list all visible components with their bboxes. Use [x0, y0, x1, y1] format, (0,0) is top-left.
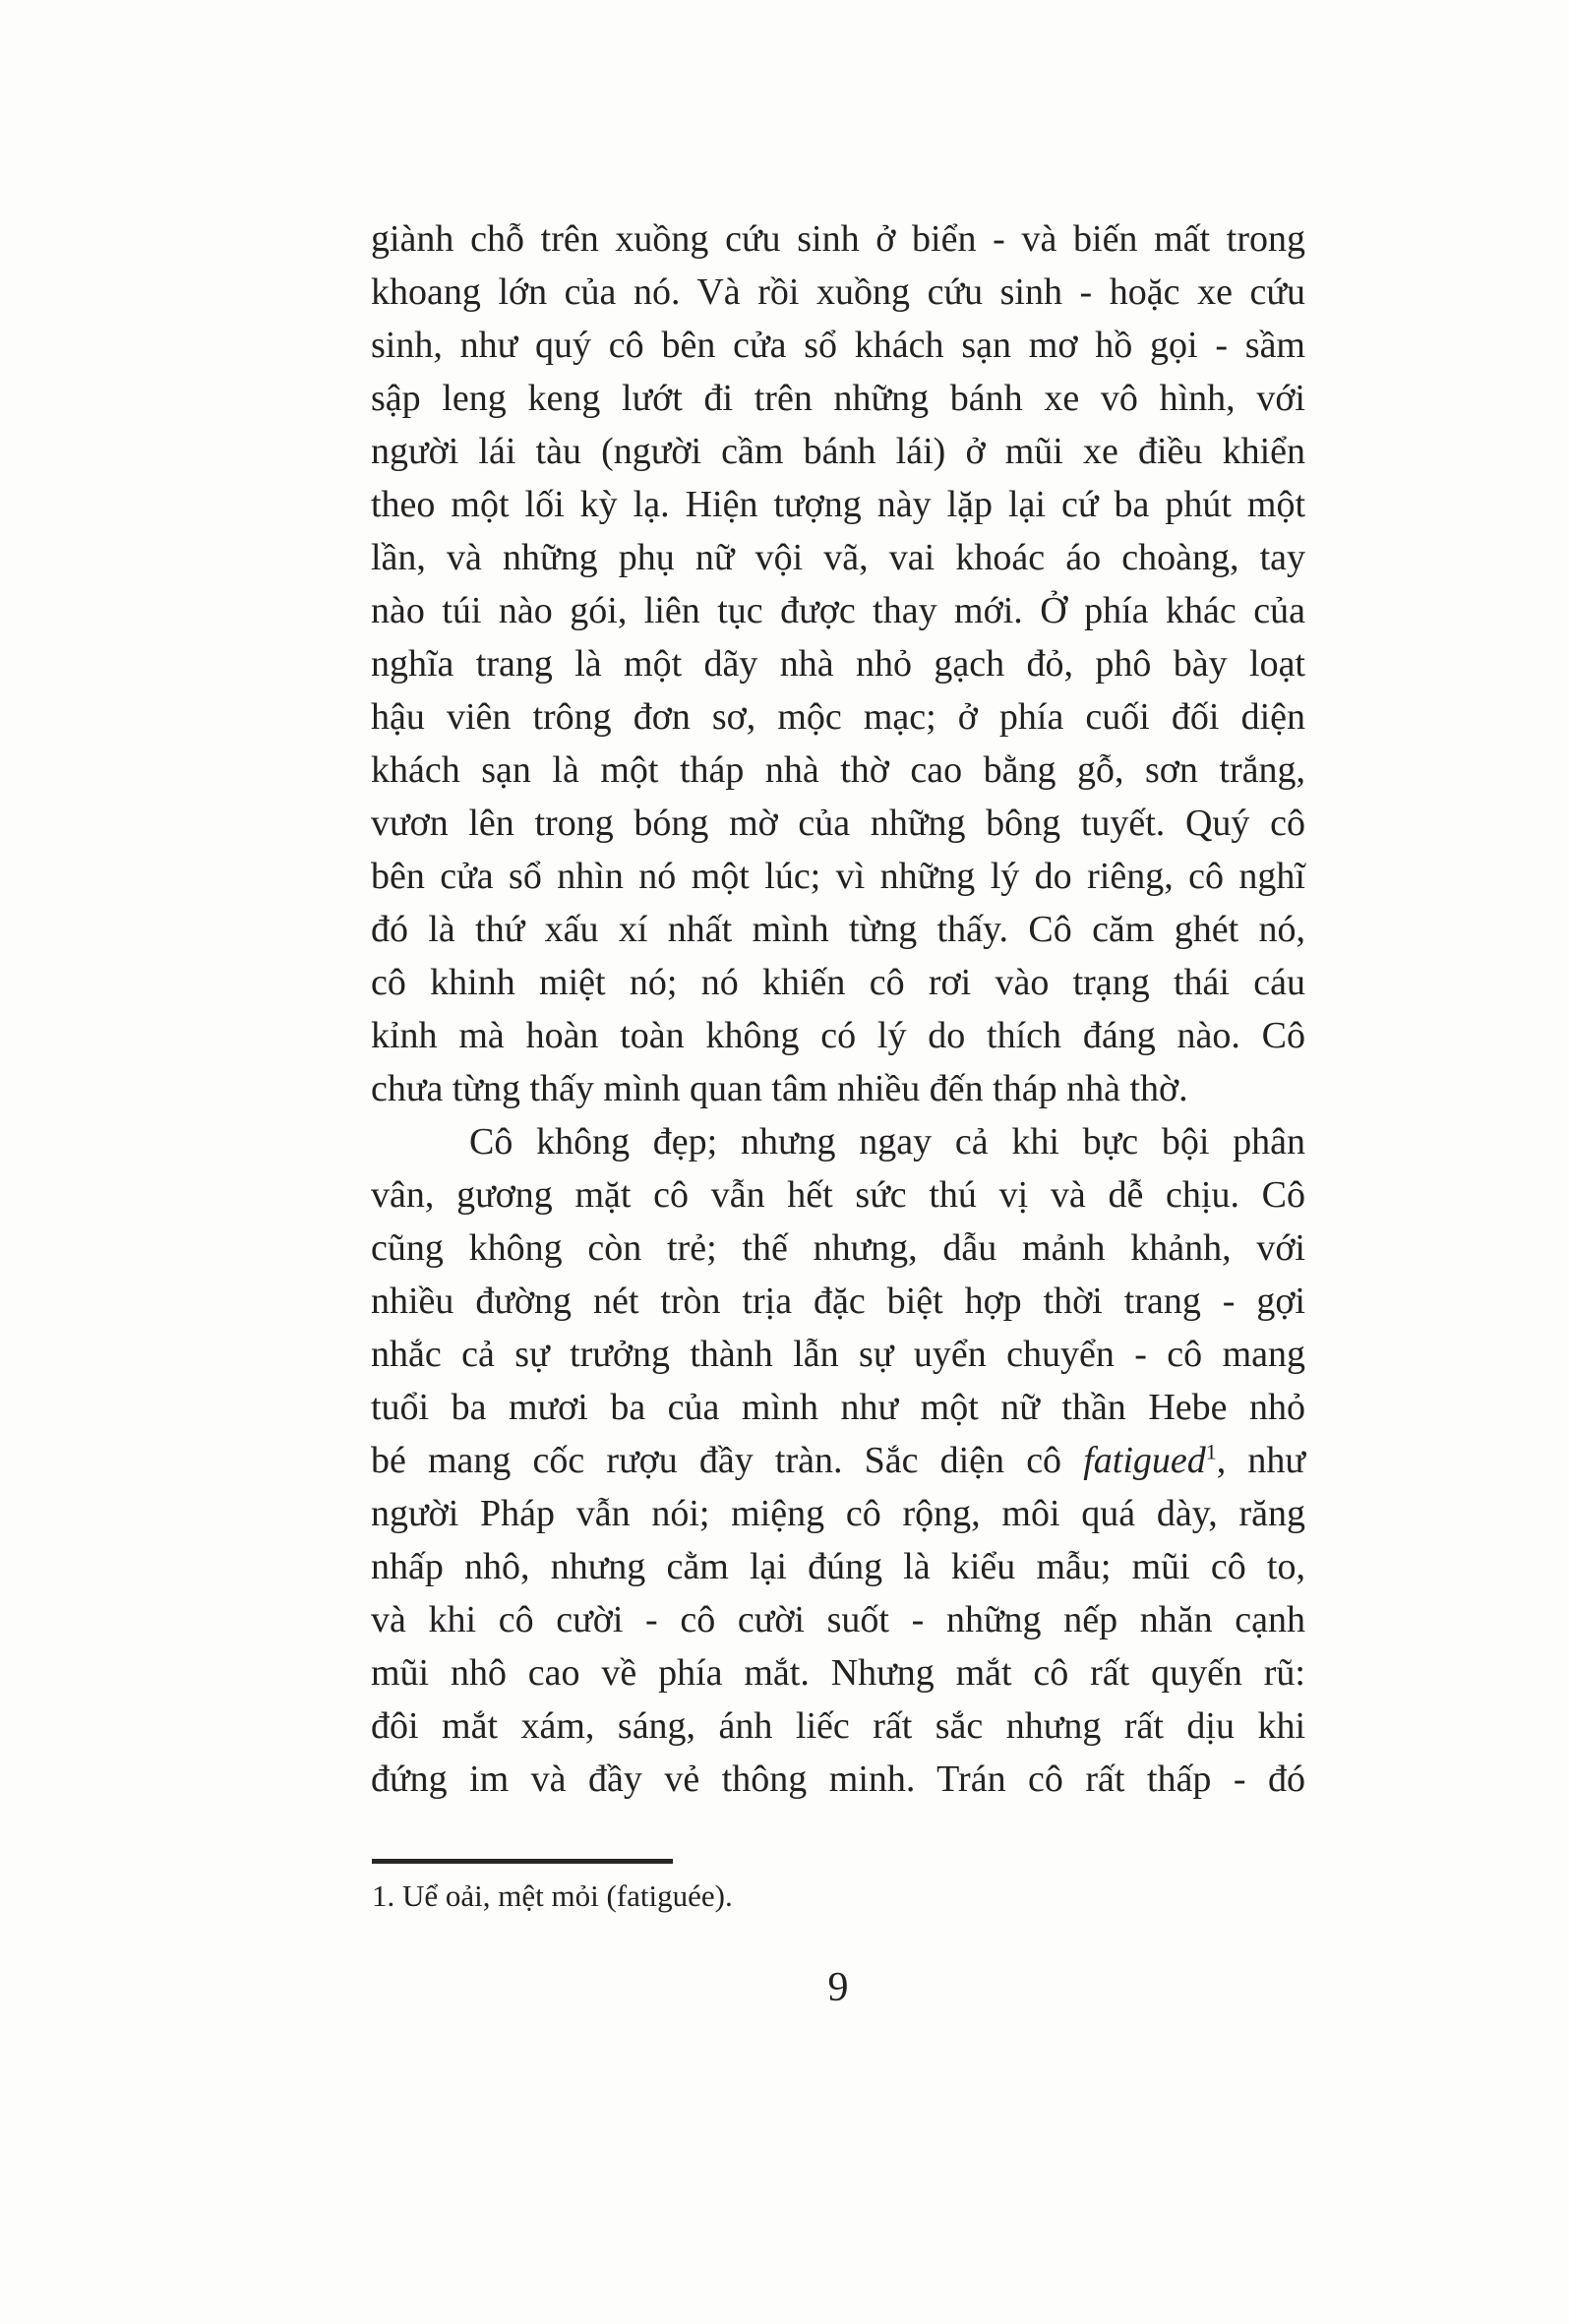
body-line [371, 903, 1305, 956]
footnote-marker-superscript: 1 [1205, 1439, 1217, 1464]
body-line [371, 372, 1305, 425]
body-line [371, 1168, 1305, 1222]
body-line [371, 584, 1305, 637]
body-line [371, 319, 1305, 372]
page-number: 9 [827, 1965, 849, 2010]
body-text-segment: nghĩa trang là một dãy nhà nhỏ gạch đỏ, phô bày loạt [371, 643, 1305, 685]
body-text-segment: sinh, như quý cô bên cửa sổ khách sạn mơ hồ gọi - sầm [371, 325, 1305, 366]
body-line [371, 956, 1305, 1009]
body-line [371, 1646, 1305, 1699]
body-text-segment: hậu viên trông đơn sơ, mộc mạc; ở phía cuối đối diện [371, 696, 1305, 738]
body-text-segment: nhấp nhô, nhưng cằm lại đúng là kiểu mẫu; mũi cô to, [371, 1546, 1305, 1587]
body-line [371, 266, 1305, 319]
body-line [371, 1699, 1305, 1753]
body-text-segment: và khi cô cười - cô cười suốt - những nếp nhăn cạnh [371, 1599, 1305, 1640]
body-text-segment: tuổi ba mươi ba của mình như một nữ thần Hebe nhỏ [371, 1387, 1305, 1428]
footnote: 1. Uể oải, mệt mỏi (fatiguée). [372, 1878, 733, 1913]
body-text-segment: đôi mắt xám, sáng, ánh liếc rất sắc nhưng rất dịu khi [371, 1705, 1305, 1747]
body-line [371, 1115, 1305, 1168]
body-text-segment: đứng im và đầy vẻ thông minh. Trán cô rất thấp - đó [371, 1758, 1305, 1800]
body-text-segment: chưa từng thấy mình quan tâm nhiều đến tháp nhà thờ. [371, 1068, 1188, 1109]
body-line [371, 1593, 1305, 1646]
body-text-segment: khoang lớn của nó. Và rồi xuồng cứu sinh - hoặc xe cứu [371, 271, 1305, 313]
body-text-segment: kỉnh mà hoàn toàn không có lý do thích đáng nào. Cô [371, 1015, 1305, 1056]
body-line [371, 1434, 1305, 1487]
body-line [371, 1487, 1305, 1540]
body-text-segment: lần, và những phụ nữ vội vã, vai khoác áo choàng, tay [371, 537, 1305, 578]
body-line [371, 1222, 1305, 1275]
body-line [371, 1328, 1305, 1381]
body-text-segment: đó là thứ xấu xí nhất mình từng thấy. Cô căm ghét nó, [371, 909, 1305, 950]
body-text-segment: Cô không đẹp; nhưng ngay cả khi bực bội phân [469, 1121, 1305, 1162]
body-line [371, 1540, 1305, 1593]
body-text-segment: nhắc cả sự trưởng thành lẫn sự uyển chuyển - cô mang [371, 1334, 1305, 1375]
body-text-segment: fatigued [1083, 1440, 1206, 1481]
body-text-segment: sập leng keng lướt đi trên những bánh xe vô hình, với [371, 378, 1305, 419]
body-text-segment: người Pháp vẫn nói; miệng cô rộng, môi quá dày, răng [371, 1493, 1305, 1534]
body-text-segment: bên cửa sổ nhìn nó một lúc; vì những lý do riêng, cô nghĩ [371, 856, 1305, 897]
text-block [371, 212, 1305, 1806]
body-text-segment: bé mang cốc rượu đầy tràn. Sắc diện cô [371, 1440, 1084, 1481]
body-text-segment: mũi nhô cao về phía mắt. Nhưng mắt cô rất quyến rũ: [371, 1652, 1305, 1694]
body-text-segment: vươn lên trong bóng mờ của những bông tuyết. Quý cô [371, 803, 1305, 844]
body-text-segment: giành chỗ trên xuồng cứu sinh ở biển - và biến mất trong [371, 218, 1305, 260]
body-line [371, 212, 1305, 266]
footnote-separator-rule [372, 1859, 673, 1864]
body-text-segment: vân, gương mặt cô vẫn hết sức thú vị và dễ chịu. Cô [371, 1174, 1305, 1216]
body-text-segment: khách sạn là một tháp nhà thờ cao bằng gỗ, sơn trắng, [371, 749, 1305, 791]
body-text-segment: người lái tàu (người cầm bánh lái) ở mũi xe điều khiển [371, 431, 1305, 472]
body-line [371, 1753, 1305, 1806]
body-text-segment: nhiều đường nét tròn trịa đặc biệt hợp thời trang - gợi [371, 1281, 1305, 1322]
body-line [371, 1381, 1305, 1434]
body-text-segment: cũng không còn trẻ; thế nhưng, dẫu mảnh khảnh, với [371, 1227, 1305, 1269]
body-line [371, 850, 1305, 903]
body-text-segment: theo một lối kỳ lạ. Hiện tượng này lặp lại cứ ba phút một [371, 484, 1305, 525]
body-line [371, 1009, 1305, 1062]
body-text-segment: , như [1216, 1440, 1305, 1481]
body-line [371, 478, 1305, 531]
body-line [371, 425, 1305, 478]
body-line [371, 1275, 1305, 1328]
body-line [371, 1062, 1305, 1115]
body-line [371, 744, 1305, 797]
body-line [371, 690, 1305, 744]
body-text-segment: cô khinh miệt nó; nó khiến cô rơi vào trạng thái cáu [371, 962, 1305, 1003]
body-line [371, 797, 1305, 850]
body-line [371, 637, 1305, 690]
body-text-segment: nào túi nào gói, liên tục được thay mới. Ở phía khác của [371, 590, 1305, 631]
body-line [371, 531, 1305, 584]
